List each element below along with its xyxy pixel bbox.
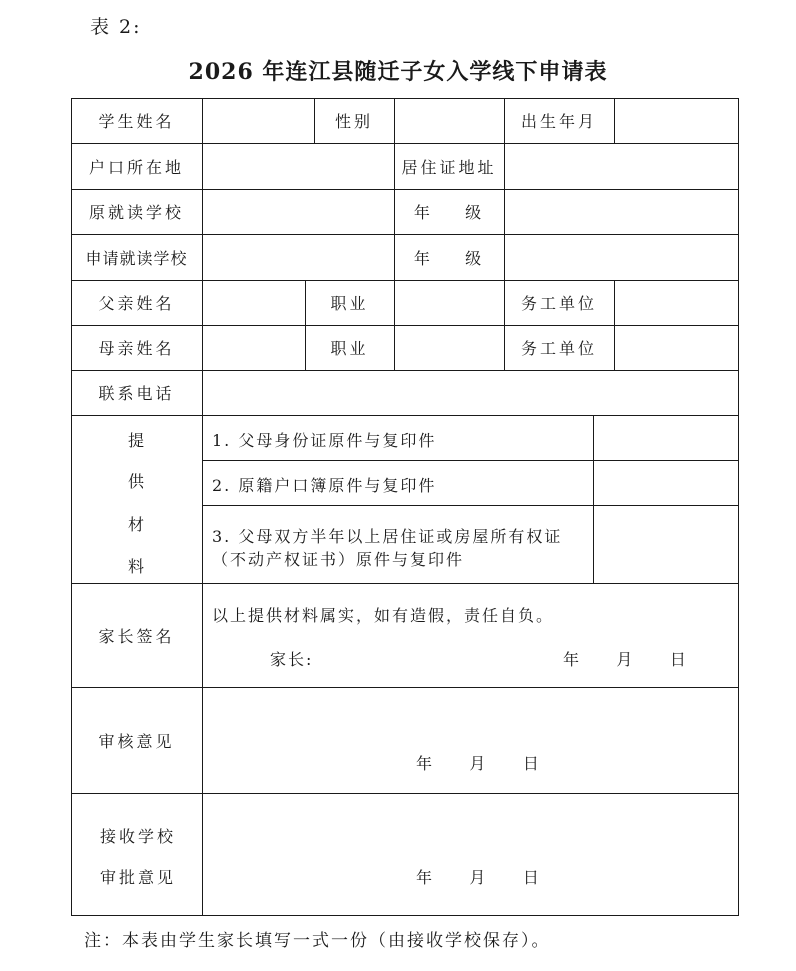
form-title: 2026 年连江县随迁子女入学线下申请表 <box>188 59 608 85</box>
hukou-label: 户口所在地 <box>88 157 184 177</box>
receive-school-label: 接收学校 <box>100 827 177 846</box>
approval-opinion-field[interactable] <box>203 794 738 859</box>
materials-char-1: 提 <box>127 431 144 450</box>
material-3-check-field[interactable] <box>594 506 738 583</box>
mother-workplace-field[interactable] <box>614 325 738 370</box>
apply-grade-label: 年 级 <box>413 248 485 268</box>
original-school-field[interactable] <box>202 189 394 234</box>
material-1-check-field[interactable] <box>594 416 738 460</box>
table-label: 表 2: <box>90 16 142 38</box>
phone-field[interactable] <box>202 370 738 415</box>
phone-label: 联系电话 <box>98 384 175 403</box>
hukou-field[interactable] <box>202 143 394 189</box>
material-item-2: 2. 原籍户口簿原件与复印件 <box>212 476 437 495</box>
original-school-label: 原就读学校 <box>88 203 184 222</box>
parent-signature-field[interactable] <box>330 643 550 669</box>
review-date: 年 月 日 <box>416 754 541 773</box>
materials-char-2: 供 <box>127 472 144 491</box>
birth-date-label: 出生年月 <box>520 112 597 131</box>
father-workplace-label: 务工单位 <box>520 294 597 313</box>
materials-char-4: 料 <box>127 557 144 576</box>
gender-field[interactable] <box>394 98 504 143</box>
birth-date-field[interactable] <box>614 98 738 143</box>
footnote: 注：本表由学生家长填写一式一份（由接收学校保存）。 <box>84 931 551 951</box>
parent-signature-label: 家长签名 <box>98 626 175 646</box>
father-job-field[interactable] <box>394 280 504 325</box>
materials-char-3: 材 <box>127 515 144 534</box>
review-opinion-field[interactable] <box>203 688 738 748</box>
residence-address-label: 居住证地址 <box>401 157 497 177</box>
father-name-field[interactable] <box>202 280 305 325</box>
residence-address-field[interactable] <box>504 143 738 189</box>
gender-label: 性别 <box>334 112 373 131</box>
parent-statement: 以上提供材料属实，如有造假，责任自负。 <box>212 606 555 625</box>
material-item-1: 1. 父母身份证原件与复印件 <box>212 431 437 450</box>
mother-name-label: 母亲姓名 <box>98 339 175 358</box>
father-name-label: 父亲姓名 <box>98 294 175 313</box>
father-job-label: 职业 <box>330 294 369 313</box>
apply-school-field[interactable] <box>202 234 394 280</box>
mother-workplace-label: 务工单位 <box>520 339 597 358</box>
review-opinion-label: 审核意见 <box>98 731 175 751</box>
approval-opinion-label: 审批意见 <box>100 868 177 887</box>
material-2-check-field[interactable] <box>594 461 738 505</box>
approval-date: 年 月 日 <box>416 868 541 887</box>
parent-sign-date: 年 月 日 <box>563 650 688 669</box>
mother-job-field[interactable] <box>394 325 504 370</box>
apply-grade-field[interactable] <box>504 234 738 280</box>
student-name-field[interactable] <box>202 98 314 143</box>
parent-sign-label: 家长: <box>270 650 314 669</box>
mother-job-label: 职业 <box>330 339 369 358</box>
student-name-label: 学生姓名 <box>98 112 175 131</box>
material-item-3-line2: （不动产权证书）原件与复印件 <box>212 550 465 569</box>
mother-name-field[interactable] <box>202 325 305 370</box>
grade-label: 年 级 <box>413 203 485 222</box>
apply-school-label: 申请就读学校 <box>85 248 188 268</box>
grade-field[interactable] <box>504 189 738 234</box>
material-item-3-line1: 3. 父母双方半年以上居住证或房屋所有权证 <box>212 527 563 546</box>
father-workplace-field[interactable] <box>614 280 738 325</box>
